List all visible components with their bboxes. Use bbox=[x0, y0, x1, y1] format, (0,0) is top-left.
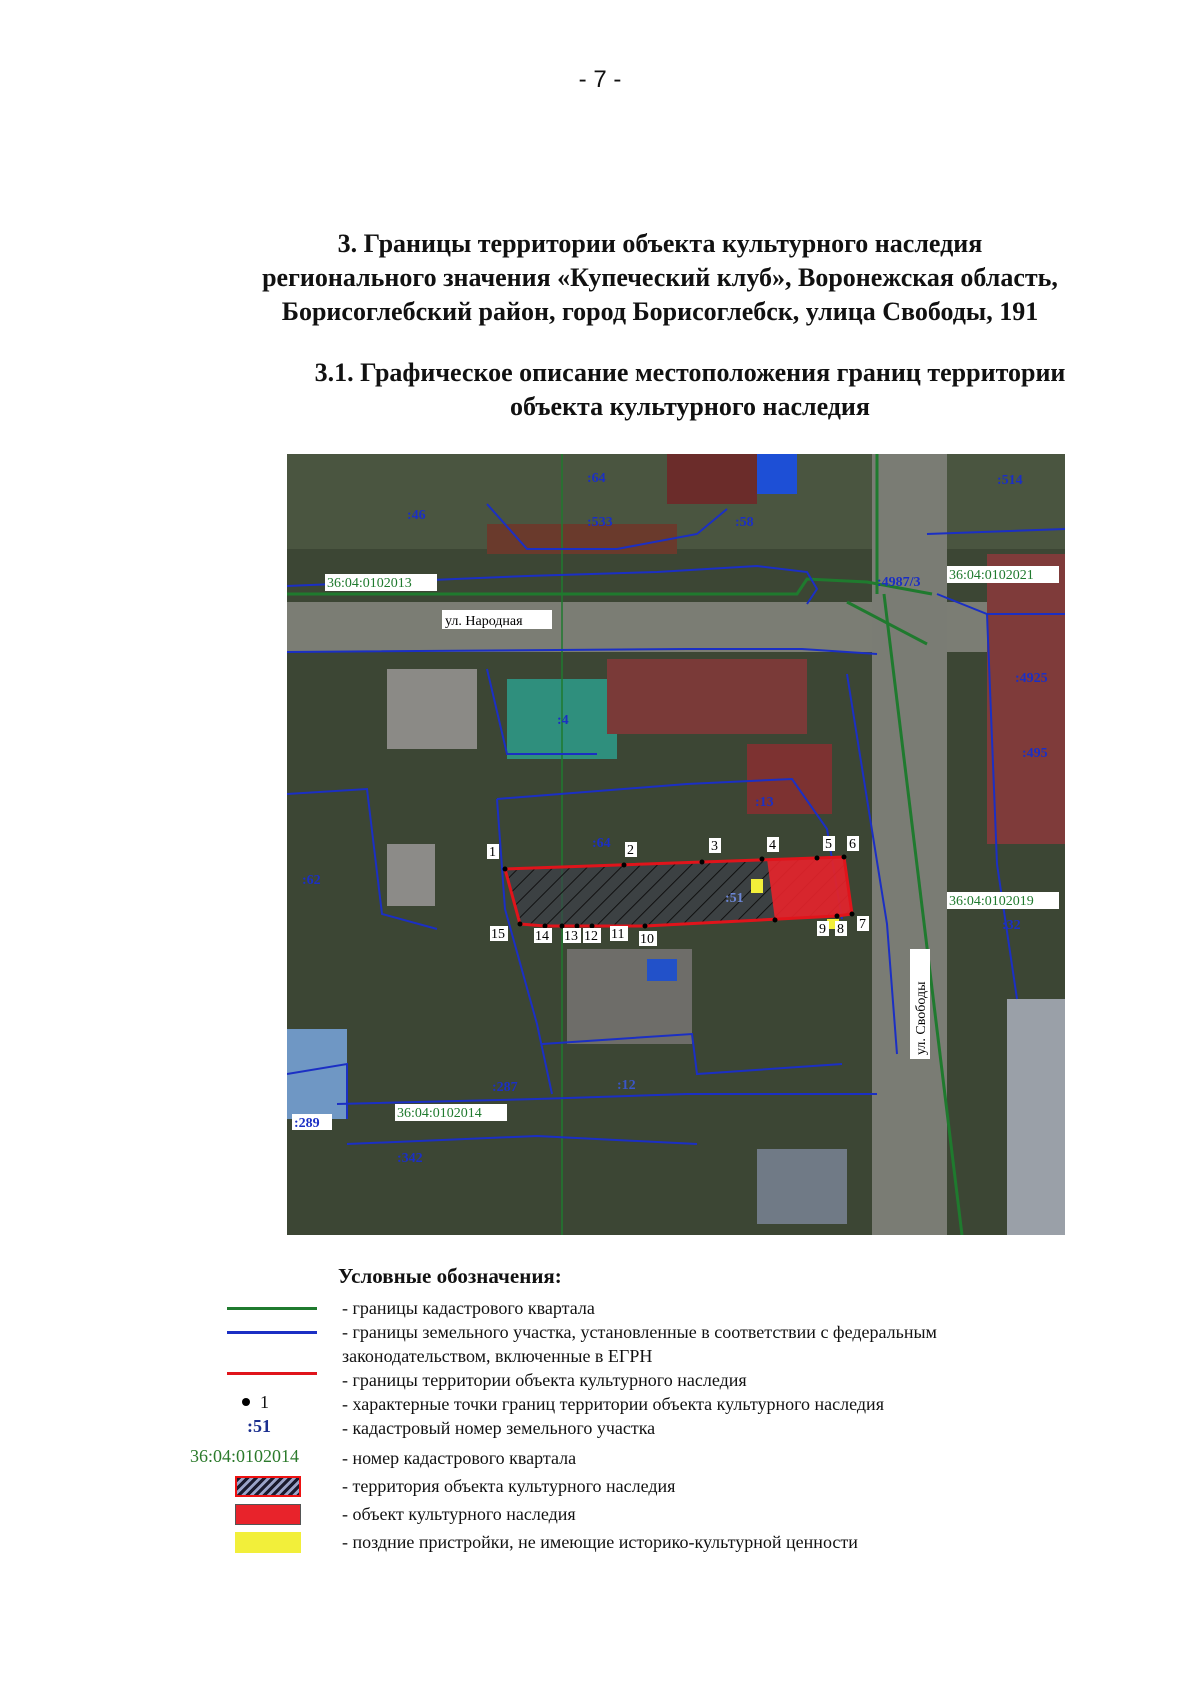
boundary-point bbox=[575, 924, 580, 929]
point-label bbox=[583, 928, 601, 944]
parcel-label: :12 bbox=[617, 1078, 636, 1093]
building bbox=[667, 454, 757, 504]
parcel-label: :289 bbox=[294, 1116, 320, 1131]
quarter-label-text: 36:04:0102013 bbox=[327, 576, 412, 591]
map-svg bbox=[287, 454, 1065, 1235]
legend-text: - характерные точки границ территории объекта культурного наследия bbox=[342, 1394, 884, 1414]
parcel-label: :32 bbox=[1002, 918, 1021, 933]
legend-text: - поздние пристройки, не имеющие историко-культурной ценности bbox=[342, 1532, 858, 1552]
yellow-rect-icon bbox=[235, 1532, 301, 1553]
boundary-point bbox=[543, 924, 548, 929]
blue-line-icon bbox=[227, 1331, 317, 1334]
parcel-label: :495 bbox=[1022, 746, 1048, 761]
legend-symbol bbox=[190, 1416, 340, 1442]
legend-symbol bbox=[190, 1368, 340, 1394]
boundary-point bbox=[760, 857, 765, 862]
point-label-8: 8 bbox=[837, 922, 844, 937]
legend-item-parcel-number bbox=[190, 1416, 1090, 1442]
point-label bbox=[563, 928, 581, 944]
point-label bbox=[487, 844, 499, 860]
quarter-label-text: 36:04:0102021 bbox=[949, 568, 1034, 583]
point-label bbox=[847, 836, 859, 852]
parcel-label: :62 bbox=[302, 873, 321, 888]
parcel-label: :514 bbox=[997, 473, 1023, 488]
boundary-point bbox=[643, 924, 648, 929]
legend-text: - территория объекта культурного наследия bbox=[342, 1476, 676, 1496]
legend-symbol bbox=[190, 1392, 340, 1418]
legend-item-parcel-boundary bbox=[190, 1320, 1090, 1368]
red-rect-icon bbox=[235, 1504, 301, 1525]
boundary-point bbox=[815, 856, 820, 861]
point-label bbox=[767, 837, 779, 853]
point-label bbox=[823, 836, 835, 852]
point-label-3: 3 bbox=[711, 839, 718, 854]
legend-symbol bbox=[190, 1320, 340, 1346]
boundary-point bbox=[850, 912, 855, 917]
legend-text: законодательством, включенные в ЕГРН bbox=[342, 1346, 653, 1366]
legend-text: - номер кадастрового квартала bbox=[342, 1448, 577, 1468]
point-label bbox=[534, 928, 552, 944]
quarter-label-text: 36:04:0102019 bbox=[949, 894, 1034, 909]
late-addition bbox=[751, 879, 763, 893]
point-label bbox=[490, 926, 508, 942]
parcel-label: :64 bbox=[592, 836, 611, 851]
subheading-line: объекта культурного наследия bbox=[510, 392, 870, 421]
boundary-point bbox=[835, 914, 840, 919]
point-label-7: 7 bbox=[859, 917, 866, 932]
building bbox=[757, 1149, 847, 1224]
boundary-point bbox=[773, 918, 778, 923]
point-label bbox=[835, 921, 847, 937]
point-label-12: 12 bbox=[584, 929, 598, 944]
subheading-line: 3.1. Графическое описание местоположения границ территории bbox=[314, 358, 1066, 387]
legend-quarter-label: 36:04:0102014 bbox=[190, 1446, 300, 1466]
point-label-4: 4 bbox=[769, 838, 776, 853]
building bbox=[1007, 999, 1065, 1235]
legend-item-quarter-boundary bbox=[190, 1296, 1090, 1322]
legend-item-heritage-territory bbox=[190, 1474, 1090, 1500]
page-number: - 7 - bbox=[578, 66, 622, 93]
legend-symbol bbox=[190, 1446, 340, 1472]
cadastral-map bbox=[287, 454, 1065, 1235]
parcel-label: :13 bbox=[755, 795, 774, 810]
heading-line: регионального значения «Купеческий клуб», Воронежская область, bbox=[262, 263, 1058, 292]
point-label-2: 2 bbox=[627, 843, 634, 858]
building bbox=[387, 844, 435, 906]
quarter-label bbox=[395, 1104, 507, 1121]
building-blue bbox=[757, 454, 797, 494]
point-label bbox=[639, 931, 657, 947]
point-label bbox=[625, 842, 637, 858]
building bbox=[987, 554, 1065, 844]
heading-line: Борисоглебский район, город Борисоглебск, улица Свободы, 191 bbox=[281, 297, 1039, 326]
section-heading bbox=[200, 227, 1120, 329]
legend-text: - границы земельного участка, установленные в соответствии с федеральным bbox=[342, 1322, 937, 1342]
point-label bbox=[817, 921, 829, 937]
boundary-point bbox=[518, 922, 523, 927]
point-label-11: 11 bbox=[611, 927, 625, 942]
red-line-icon bbox=[227, 1372, 317, 1375]
legend-item-boundary-point bbox=[190, 1392, 1090, 1418]
point-label-5: 5 bbox=[825, 837, 832, 852]
street-label-narodnaya bbox=[442, 610, 552, 629]
parcel-label: :4925 bbox=[1015, 671, 1048, 686]
boundary-point bbox=[590, 924, 595, 929]
legend-text: - кадастровый номер земельного участка bbox=[342, 1418, 656, 1438]
boundary-point bbox=[503, 867, 508, 872]
road-svobody bbox=[872, 454, 947, 1235]
boundary-point bbox=[842, 855, 847, 860]
quarter-label-text: 36:04:0102014 bbox=[397, 1106, 482, 1121]
parcel-label: :342 bbox=[397, 1151, 423, 1166]
legend-symbol bbox=[190, 1530, 340, 1556]
point-label-6: 6 bbox=[849, 837, 856, 852]
point-label-13: 13 bbox=[564, 929, 578, 944]
heritage-object bbox=[767, 857, 852, 920]
quarter-label bbox=[325, 574, 437, 591]
street-label-text: ул. Народная bbox=[445, 614, 523, 629]
legend-symbol bbox=[190, 1474, 340, 1500]
legend-text: - объект культурного наследия bbox=[342, 1504, 576, 1524]
parcel-label: :4987/3 bbox=[877, 575, 921, 590]
point-label-15: 15 bbox=[491, 927, 505, 942]
point-label-9: 9 bbox=[819, 922, 826, 937]
street-label-svobody bbox=[910, 949, 930, 1059]
point-label bbox=[709, 838, 721, 854]
legend-title: Условные обозначения: bbox=[338, 1264, 562, 1288]
point-label-14: 14 bbox=[535, 929, 549, 944]
road-narodnaya bbox=[287, 602, 1065, 652]
boundary-point bbox=[622, 863, 627, 868]
subsection-heading bbox=[230, 356, 1150, 424]
point-label-10: 10 bbox=[640, 932, 654, 947]
parcel-label: :287 bbox=[492, 1080, 518, 1095]
legend-item-quarter-number bbox=[190, 1446, 1090, 1472]
green-line-icon bbox=[227, 1307, 317, 1310]
legend-item-late-additions bbox=[190, 1530, 1090, 1556]
legend-symbol bbox=[190, 1296, 340, 1322]
street-label-text: ул. Свободы bbox=[914, 981, 929, 1055]
boundary-point bbox=[700, 860, 705, 865]
legend-item-heritage-boundary bbox=[190, 1368, 1090, 1394]
point-label bbox=[610, 926, 628, 942]
parcel-label: :51 bbox=[725, 891, 744, 906]
point-label-1: 1 bbox=[489, 845, 496, 860]
building-blue bbox=[647, 959, 677, 981]
point-label bbox=[857, 916, 869, 932]
legend-parcel-label: :51 bbox=[247, 1416, 271, 1436]
boundary-point bbox=[560, 924, 565, 929]
building bbox=[607, 659, 807, 734]
heading-line: 3. Границы территории объекта культурного наследия bbox=[337, 229, 983, 258]
legend-text: - границы территории объекта культурного наследия bbox=[342, 1370, 747, 1390]
quarter-label bbox=[947, 566, 1059, 583]
building bbox=[387, 669, 477, 749]
parcel-label: :46 bbox=[407, 508, 426, 523]
parcel-label: :64 bbox=[587, 471, 606, 486]
point-icon bbox=[242, 1398, 250, 1406]
parcel-label: :58 bbox=[735, 515, 754, 530]
building bbox=[287, 1029, 347, 1119]
legend-text: - границы кадастрового квартала bbox=[342, 1298, 595, 1318]
parcel-label: :4 bbox=[557, 713, 569, 728]
quarter-label bbox=[947, 892, 1059, 909]
parcel-label-boxed bbox=[292, 1114, 332, 1131]
legend-point-label: 1 bbox=[260, 1392, 269, 1412]
legend-item-heritage-object bbox=[190, 1502, 1090, 1528]
legend-symbol bbox=[190, 1502, 340, 1528]
hatched-rect-icon bbox=[235, 1476, 301, 1497]
parcel-label: :533 bbox=[587, 515, 613, 530]
